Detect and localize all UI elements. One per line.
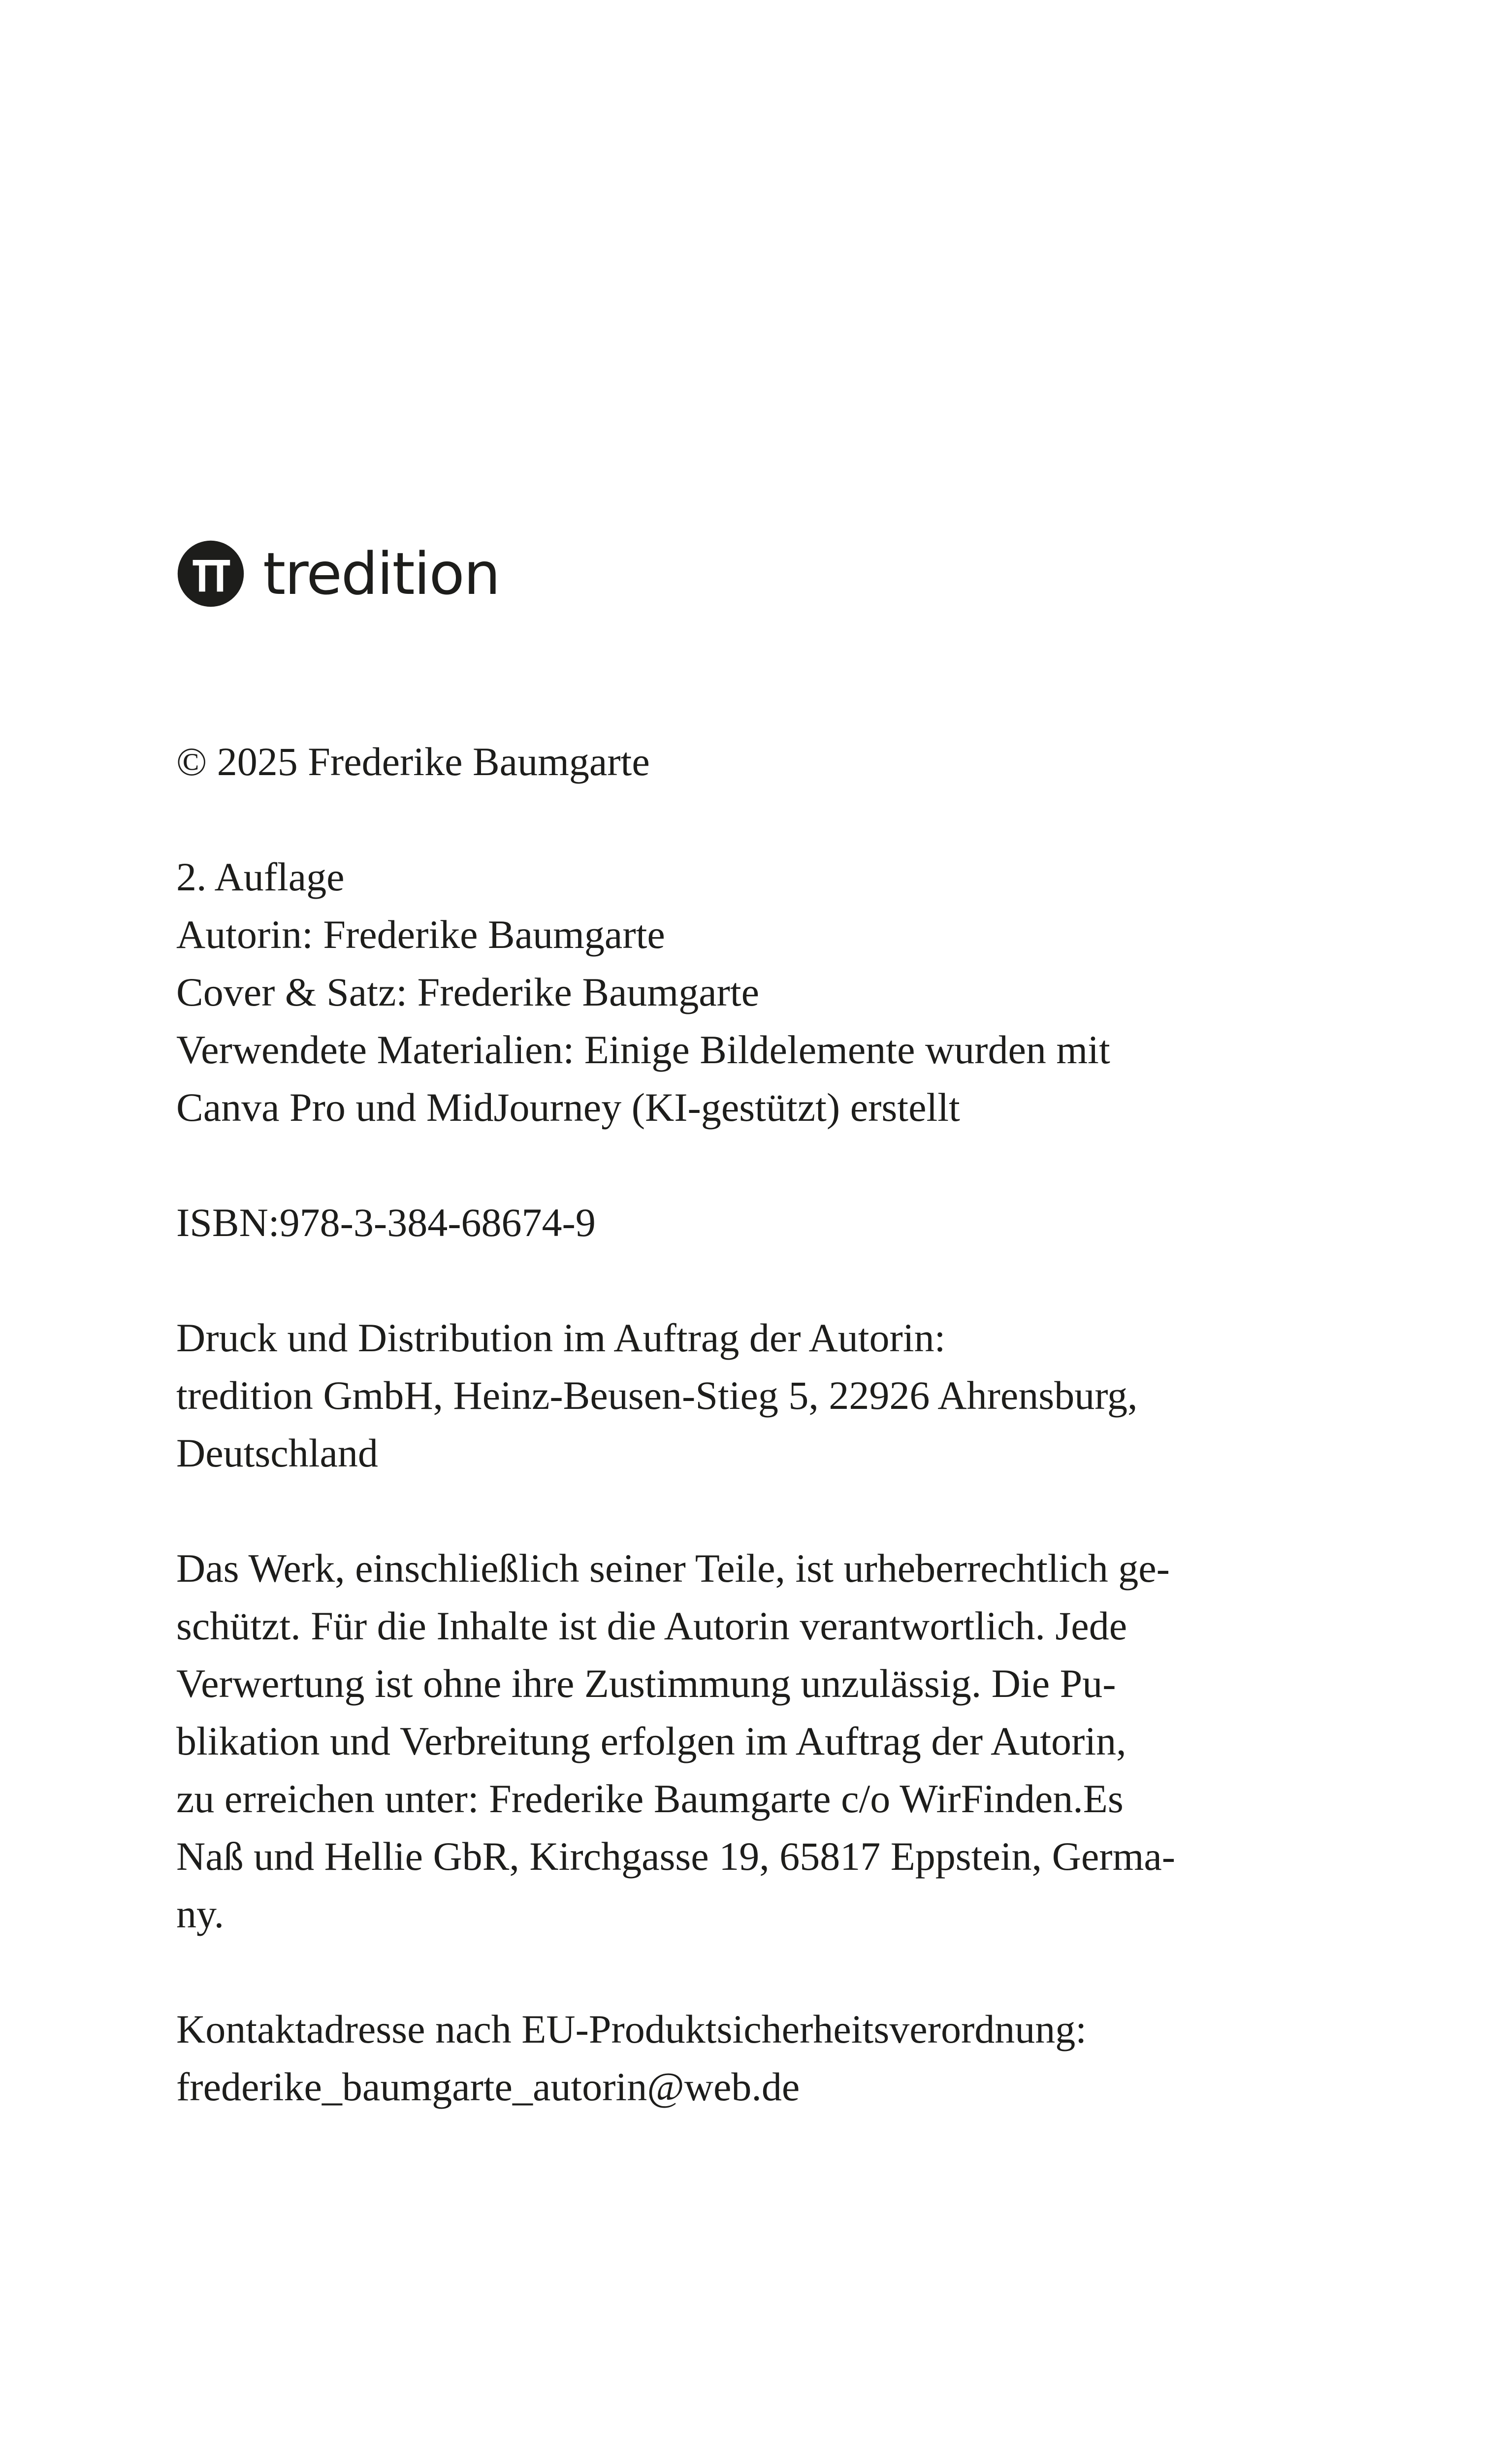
credits-line: Verwendete Materialien: Einige Bildelemente wurden mit (176, 1027, 1110, 1072)
credits-block (176, 848, 1309, 1136)
copyright-block (176, 733, 1309, 790)
distribution-block (176, 1309, 1309, 1482)
distribution-line: Deutschland (176, 1431, 378, 1475)
legal-line: Naß und Hellie GbR, Kirchgasse 19, 65817 Eppstein, Germa- (176, 1834, 1176, 1879)
legal-line: ny. (176, 1891, 225, 1936)
tredition-logo-icon (176, 539, 245, 608)
publisher-logo (176, 537, 500, 611)
isbn-line: ISBN:978-3-384-68674-9 (176, 1200, 596, 1245)
credits-line: Autorin: Frederike Baumgarte (176, 912, 665, 957)
legal-line: zu erreichen unter: Frederike Baumgarte c/o WirFinden.Es (176, 1776, 1124, 1821)
legal-line: Verwertung ist ohne ihre Zustimmung unzulässig. Die Pu- (176, 1661, 1116, 1706)
legal-line: schützt. Für die Inhalte ist die Autorin verantwortlich. Jede (176, 1603, 1127, 1648)
imprint-text (176, 733, 1309, 2116)
contact-email: frederike_baumgarte_autorin@web.de (176, 2064, 800, 2109)
publisher-wordmark: tredition (263, 540, 500, 608)
contact-block (176, 2000, 1309, 2116)
legal-line: blikation und Verbreitung erfolgen im Auftrag der Autorin, (176, 1719, 1126, 1763)
legal-line: Das Werk, einschließlich seiner Teile, ist urheberrechtlich ge- (176, 1546, 1170, 1591)
distribution-line: tredition GmbH, Heinz-Beusen-Stieg 5, 22926 Ahrensburg, (176, 1373, 1138, 1418)
credits-line: 2. Auflage (176, 854, 345, 899)
legal-block (176, 1539, 1309, 1943)
credits-line: Cover & Satz: Frederike Baumgarte (176, 970, 760, 1014)
copyright-line: © 2025 Frederike Baumgarte (176, 739, 650, 784)
contact-line: Kontaktadresse nach EU-Produktsicherheitsverordnung: (176, 2007, 1087, 2052)
credits-line: Canva Pro und MidJourney (KI-gestützt) erstellt (176, 1085, 960, 1130)
isbn-block (176, 1194, 1309, 1251)
distribution-line: Druck und Distribution im Auftrag der Autorin: (176, 1315, 946, 1360)
